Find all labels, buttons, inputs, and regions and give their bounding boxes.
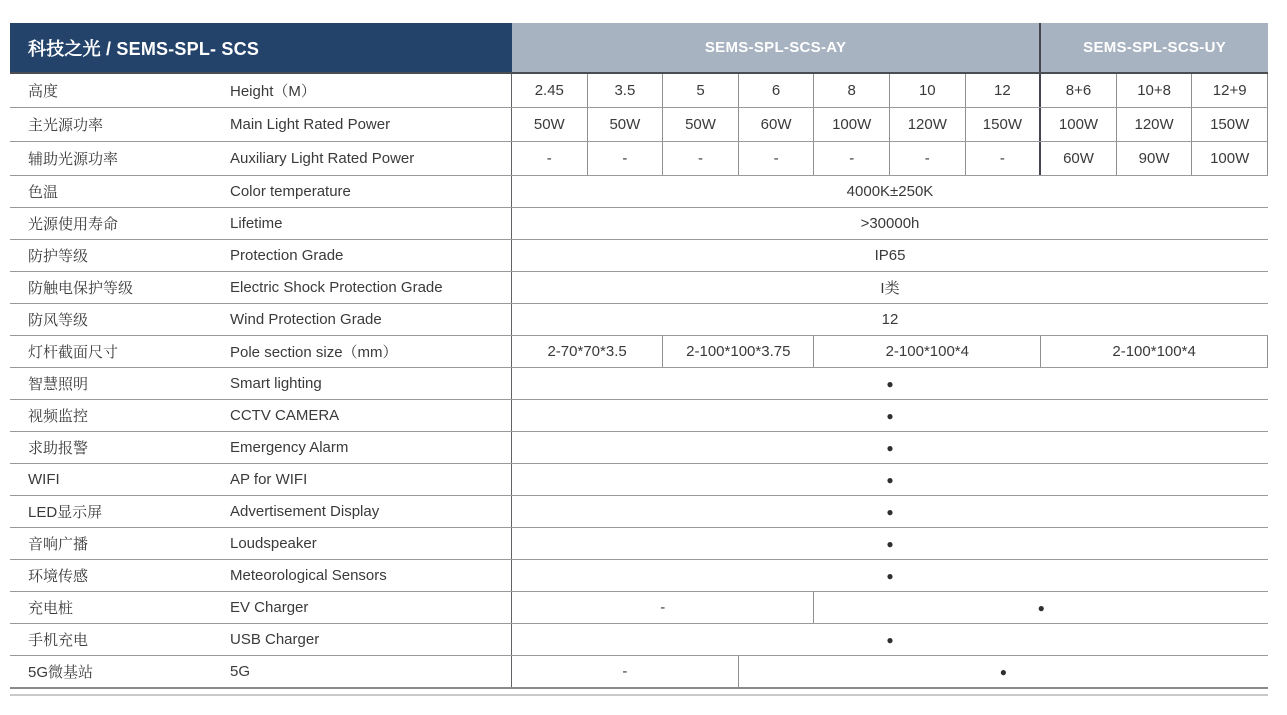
row-label-en: Smart lighting (230, 368, 512, 399)
row-values (512, 240, 1268, 271)
value-cell: 50W (663, 108, 739, 141)
table-row (10, 560, 1268, 592)
value-cell: 12+9 (1192, 74, 1268, 107)
row-label-zh: 5G微基站 (28, 664, 94, 681)
row-values (512, 560, 1268, 591)
value-cell: 12 (966, 74, 1042, 107)
value-cell: 60W (1041, 142, 1117, 175)
row-label-zh: 色温 (28, 184, 59, 201)
value-cell: 120W (890, 108, 966, 141)
bottom-rule (10, 694, 1268, 696)
table-row (10, 432, 1268, 464)
not-available-cell: - (966, 142, 1042, 175)
feature-dot-cell: ● (886, 408, 894, 423)
value-cell: 150W (966, 108, 1042, 141)
feature-dot-cell: ● (999, 664, 1008, 679)
value-cell: 60W (739, 108, 815, 141)
column-group-uy: SEMS-SPL-SCS-UY (1041, 23, 1268, 72)
product-series-title: 科技之光 / SEMS-SPL- SCS (10, 23, 512, 72)
table-row (10, 74, 1268, 108)
row-label-en: Lifetime (230, 208, 512, 239)
value-cell: 120W (1117, 108, 1193, 141)
row-values (512, 304, 1268, 335)
row-label-en: Emergency Alarm (230, 432, 512, 463)
value-cell: 100W (1041, 108, 1117, 141)
value-cell: 8 (814, 74, 890, 107)
value-cell: 2-100*100*3.75 (663, 336, 814, 367)
row-label-zh: WIFI (28, 471, 60, 488)
row-values (512, 108, 1268, 141)
value-cell: 2-70*70*3.5 (512, 336, 663, 367)
row-label-en: USB Charger (230, 624, 512, 655)
row-values (512, 464, 1268, 495)
feature-dot-cell: ● (886, 632, 894, 647)
value-cell: 10+8 (1117, 74, 1193, 107)
row-values (512, 656, 1268, 687)
not-available-cell: - (588, 142, 664, 175)
row-label-en: EV Charger (230, 592, 512, 623)
row-label-en: Meteorological Sensors (230, 560, 512, 591)
row-label-en: Main Light Rated Power (230, 108, 512, 141)
not-available-cell: - (512, 592, 814, 623)
row-values (512, 74, 1268, 107)
value-cell: 100W (814, 108, 890, 141)
row-label-en: CCTV CAMERA (230, 400, 512, 431)
value-cell: 8+6 (1041, 74, 1117, 107)
row-label-zh: 防触电保护等级 (28, 280, 134, 297)
value-cell: 90W (1117, 142, 1193, 175)
row-values (512, 176, 1268, 207)
row-label-en: AP for WIFI (230, 464, 512, 495)
value-cell: 2-100*100*4 (1041, 336, 1268, 367)
spec-table (10, 23, 1268, 689)
not-available-cell: - (663, 142, 739, 175)
row-label-zh: 音响广播 (28, 536, 89, 553)
row-label-zh: 智慧照明 (28, 376, 89, 393)
table-row (10, 272, 1268, 304)
row-label-zh: LED显示屏 (28, 504, 103, 521)
table-row (10, 142, 1268, 176)
table-row (10, 240, 1268, 272)
table-row (10, 464, 1268, 496)
table-row (10, 176, 1268, 208)
feature-dot-cell: ● (886, 536, 894, 551)
value-cell: I类 (880, 280, 900, 297)
table-row (10, 400, 1268, 432)
row-values (512, 592, 1268, 623)
value-cell: 150W (1192, 108, 1268, 141)
not-available-cell: - (814, 142, 890, 175)
column-group-ay: SEMS-SPL-SCS-AY (512, 23, 1041, 72)
row-label-zh: 防风等级 (28, 312, 89, 329)
row-label-en: 5G (230, 656, 512, 687)
feature-dot-cell: ● (886, 440, 894, 455)
table-row (10, 656, 1268, 689)
feature-dot-cell: ● (886, 472, 894, 487)
not-available-cell: - (890, 142, 966, 175)
row-label-zh: 充电桩 (28, 600, 74, 617)
value-cell: 50W (588, 108, 664, 141)
table-body (10, 74, 1268, 689)
row-label-en: Advertisement Display (230, 496, 512, 527)
row-label-en: Electric Shock Protection Grade (230, 272, 512, 303)
row-label-en: Auxiliary Light Rated Power (230, 142, 512, 175)
value-cell: 3.5 (588, 74, 664, 107)
table-row (10, 304, 1268, 336)
table-row (10, 496, 1268, 528)
value-cell: 100W (1192, 142, 1268, 175)
row-label-zh: 灯杆截面尺寸 (28, 344, 119, 361)
value-cell: 4000K±250K (846, 183, 934, 200)
row-label-zh: 视频监控 (28, 408, 89, 425)
row-label-en: Color temperature (230, 176, 512, 207)
not-available-cell: - (512, 656, 739, 687)
row-values (512, 142, 1268, 175)
row-values (512, 528, 1268, 559)
row-label-zh: 手机充电 (28, 632, 89, 649)
row-label-zh: 防护等级 (28, 248, 89, 265)
table-row (10, 336, 1268, 368)
table-row (10, 592, 1268, 624)
row-label-zh: 高度 (28, 83, 59, 100)
value-cell: IP65 (874, 247, 906, 264)
feature-dot-cell: ● (886, 376, 894, 391)
row-label-zh: 辅助光源功率 (28, 151, 119, 168)
row-label-en: Protection Grade (230, 240, 512, 271)
row-values (512, 336, 1268, 367)
row-label-en: Height（M） (230, 74, 512, 107)
row-values (512, 432, 1268, 463)
row-label-en: Pole section size（mm） (230, 336, 512, 367)
table-row (10, 208, 1268, 240)
not-available-cell: - (739, 142, 815, 175)
row-label-zh: 求助报警 (28, 440, 89, 457)
value-cell: >30000h (860, 215, 920, 232)
value-cell: 2.45 (512, 74, 588, 107)
value-cell: 10 (890, 74, 966, 107)
table-row (10, 368, 1268, 400)
value-cell: 50W (512, 108, 588, 141)
row-values (512, 624, 1268, 655)
feature-dot-cell: ● (1037, 600, 1045, 615)
row-label-zh: 光源使用寿命 (28, 216, 119, 233)
row-values (512, 400, 1268, 431)
not-available-cell: - (512, 142, 588, 175)
row-values (512, 272, 1268, 303)
table-row (10, 108, 1268, 142)
row-label-en: Wind Protection Grade (230, 304, 512, 335)
feature-dot-cell: ● (886, 504, 894, 519)
row-values (512, 368, 1268, 399)
value-cell: 2-100*100*4 (814, 336, 1041, 367)
value-cell: 6 (739, 74, 815, 107)
table-row (10, 624, 1268, 656)
row-label-en: Loudspeaker (230, 528, 512, 559)
row-values (512, 208, 1268, 239)
feature-dot-cell: ● (886, 568, 894, 583)
column-group-header (512, 23, 1268, 72)
row-values (512, 496, 1268, 527)
table-header (10, 23, 1268, 74)
value-cell: 5 (663, 74, 739, 107)
table-row (10, 528, 1268, 560)
row-label-zh: 主光源功率 (28, 117, 104, 134)
row-label-zh: 环境传感 (28, 568, 89, 585)
value-cell: 12 (881, 311, 899, 328)
